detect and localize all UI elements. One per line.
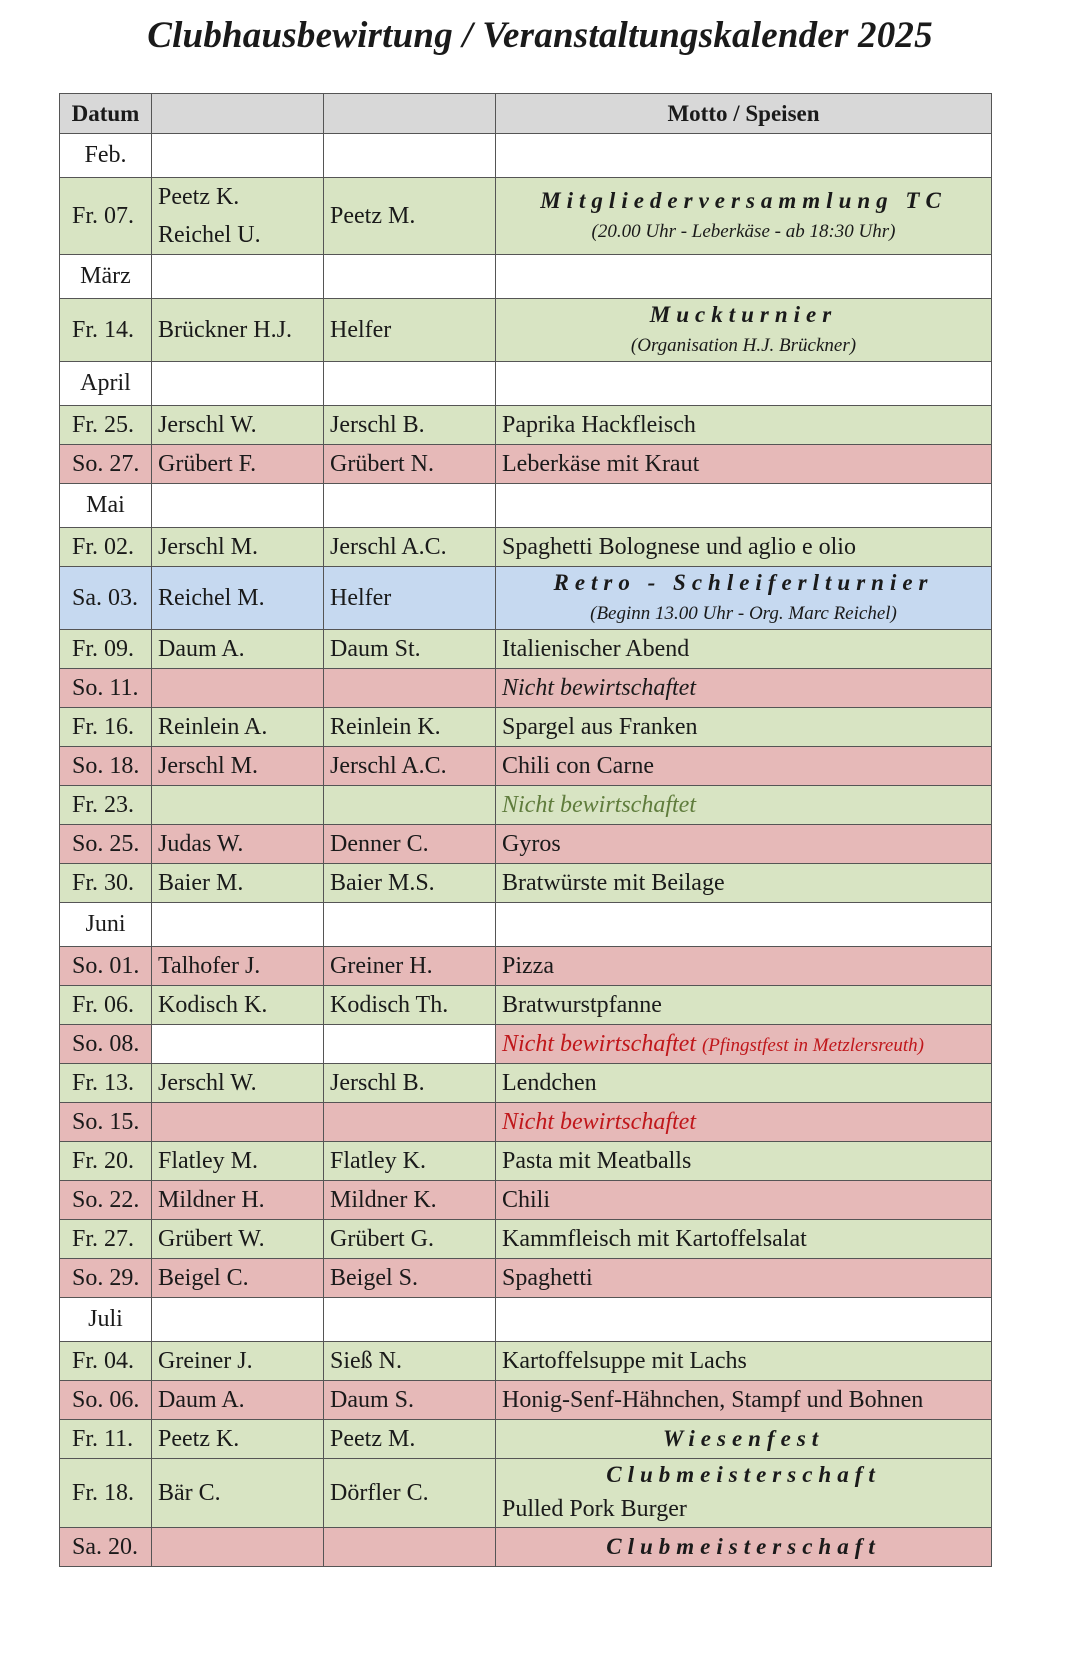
table-row [60, 178, 992, 255]
date-cell: Fr. 13. [60, 1064, 152, 1103]
motto-text: Spaghetti [502, 1264, 593, 1291]
empty-cell [496, 362, 992, 406]
event-title: Retro - Schleiferlturnier [553, 570, 934, 595]
host-1-cell: Kodisch K. [152, 986, 324, 1025]
table-row [60, 947, 992, 986]
bottom-fade [0, 1600, 1080, 1670]
host-2-cell: Greiner H. [324, 947, 496, 986]
motto-text: Nicht bewirtschaftet [502, 1108, 696, 1135]
host-1-cell: Brückner H.J. [152, 299, 324, 362]
date-cell: Fr. 02. [60, 528, 152, 567]
host-1-cell: Daum A. [152, 630, 324, 669]
motto-cell [496, 1220, 992, 1259]
motto-text: Chili con Carne [502, 752, 654, 779]
header-person-2 [324, 94, 496, 134]
table-row [60, 406, 992, 445]
empty-cell [152, 903, 324, 947]
month-row [60, 134, 992, 178]
motto-text: Honig-Senf-Hähnchen, Stampf und Bohnen [502, 1386, 924, 1413]
host-2-cell: Grübert N. [324, 445, 496, 484]
date-cell: So. 22. [60, 1181, 152, 1220]
date-cell: So. 06. [60, 1381, 152, 1420]
host-2-cell [324, 1528, 496, 1567]
host-1-cell: Reichel M. [152, 567, 324, 630]
empty-cell [152, 484, 324, 528]
motto-cell [496, 708, 992, 747]
host-1-cell: Mildner H. [152, 1181, 324, 1220]
host-2-cell: Helfer [324, 299, 496, 362]
motto-note: (Pfingstfest in Metzlersreuth) [701, 1034, 924, 1056]
date-cell: Fr. 20. [60, 1142, 152, 1181]
motto-text: Chili [502, 1186, 551, 1213]
host-2-cell: Jerschl A.C. [324, 528, 496, 567]
host-1-cell: Grübert W. [152, 1220, 324, 1259]
host-2-cell [324, 1025, 496, 1064]
host-2-cell: Jerschl A.C. [324, 747, 496, 786]
date-cell: So. 11. [60, 669, 152, 708]
table-row [60, 1259, 992, 1298]
host-2-cell [324, 786, 496, 825]
motto-text: Italienischer Abend [502, 635, 690, 662]
motto-cell [496, 528, 992, 567]
table-row [60, 1381, 992, 1420]
host-2-cell: Sieß N. [324, 1342, 496, 1381]
host-2-cell: Peetz M. [324, 1420, 496, 1459]
motto-cell [496, 947, 992, 986]
event-title: Wiesenfest [662, 1426, 825, 1451]
month-label: März [60, 255, 152, 299]
date-cell: Fr. 30. [60, 864, 152, 903]
table-row [60, 986, 992, 1025]
motto-text: Gyros [502, 830, 561, 857]
host-2-cell [324, 669, 496, 708]
host-1-cell: Jerschl M. [152, 747, 324, 786]
motto-text: Pizza [502, 952, 554, 979]
date-cell: Fr. 07. [60, 178, 152, 255]
host-1-name: Peetz K. [158, 184, 240, 210]
month-row [60, 1298, 992, 1342]
month-label: Feb. [60, 134, 152, 178]
event-subtitle: (Beginn 13.00 Uhr - Org. Marc Reichel) [590, 603, 897, 624]
motto-cell [496, 864, 992, 903]
motto-cell [496, 786, 992, 825]
motto-cell [496, 178, 992, 255]
motto-cell [496, 630, 992, 669]
event-subtitle: (Organisation H.J. Brückner) [630, 335, 857, 356]
host-1-cell: Grübert F. [152, 445, 324, 484]
host-1-cell: Jerschl W. [152, 406, 324, 445]
motto-text: Nicht bewirtschaftet [502, 674, 696, 701]
empty-cell [324, 134, 496, 178]
month-label: April [60, 362, 152, 406]
host-2-cell: Kodisch Th. [324, 986, 496, 1025]
table-row [60, 567, 992, 630]
header-motto: Motto / Speisen [496, 94, 992, 134]
table-row [60, 1528, 992, 1567]
motto-text: Kartoffelsuppe mit Lachs [502, 1347, 747, 1374]
table-row [60, 1420, 992, 1459]
month-label: Juli [60, 1298, 152, 1342]
date-cell: Sa. 20. [60, 1528, 152, 1567]
date-cell: Fr. 23. [60, 786, 152, 825]
host-1-cell: Jerschl W. [152, 1064, 324, 1103]
motto-cell [496, 1342, 992, 1381]
host-1-cell: Reinlein A. [152, 708, 324, 747]
host-2-cell: Reinlein K. [324, 708, 496, 747]
host-2-cell: Dörfler C. [324, 1459, 496, 1528]
motto-cell [496, 1381, 992, 1420]
empty-cell [324, 903, 496, 947]
empty-cell [152, 362, 324, 406]
host-1-cell [152, 1528, 324, 1567]
host-2-cell: Denner C. [324, 825, 496, 864]
host-2-cell [324, 1103, 496, 1142]
motto-cell [496, 986, 992, 1025]
host-1-cell: Judas W. [152, 825, 324, 864]
host-2-cell: Daum St. [324, 630, 496, 669]
host-2-cell: Jerschl B. [324, 406, 496, 445]
table-row [60, 1181, 992, 1220]
motto-cell [496, 825, 992, 864]
month-row [60, 255, 992, 299]
empty-cell [496, 903, 992, 947]
empty-cell [324, 484, 496, 528]
host-1-cell: Daum A. [152, 1381, 324, 1420]
motto-text: Paprika Hackfleisch [502, 411, 696, 438]
month-row [60, 484, 992, 528]
motto-cell [496, 1142, 992, 1181]
host-2-cell: Beigel S. [324, 1259, 496, 1298]
table-row [60, 1025, 992, 1064]
event-title: Muckturnier [649, 302, 838, 327]
date-cell: So. 01. [60, 947, 152, 986]
empty-cell [496, 1298, 992, 1342]
month-label: Mai [60, 484, 152, 528]
empty-cell [496, 134, 992, 178]
date-cell: Fr. 25. [60, 406, 152, 445]
month-row [60, 903, 992, 947]
motto-text: Kammfleisch mit Kartoffelsalat [502, 1225, 807, 1252]
table-row [60, 630, 992, 669]
date-cell: Fr. 16. [60, 708, 152, 747]
motto-text: Spaghetti Bolognese und aglio e olio [502, 533, 856, 560]
date-cell: So. 15. [60, 1103, 152, 1142]
date-cell: Fr. 11. [60, 1420, 152, 1459]
empty-cell [496, 255, 992, 299]
table-row [60, 786, 992, 825]
host-1-cell [152, 178, 324, 255]
host-2-cell: Peetz M. [324, 178, 496, 255]
table-row [60, 528, 992, 567]
table-row [60, 747, 992, 786]
table-row [60, 445, 992, 484]
motto-text: Bratwürste mit Beilage [502, 869, 725, 896]
month-row [60, 362, 992, 406]
date-cell: So. 18. [60, 747, 152, 786]
host-2-cell: Jerschl B. [324, 1064, 496, 1103]
table-row [60, 1342, 992, 1381]
host-1-cell [152, 669, 324, 708]
month-label: Juni [60, 903, 152, 947]
host-2-cell: Helfer [324, 567, 496, 630]
host-1-cell: Bär C. [152, 1459, 324, 1528]
table-row [60, 669, 992, 708]
host-1-cell: Jerschl M. [152, 528, 324, 567]
motto-cell [496, 1259, 992, 1298]
table-row [60, 1064, 992, 1103]
host-1-cell: Greiner J. [152, 1342, 324, 1381]
date-cell: Sa. 03. [60, 567, 152, 630]
table-row [60, 1459, 992, 1528]
table-row [60, 1103, 992, 1142]
motto-cell [496, 669, 992, 708]
host-1-cell [152, 1103, 324, 1142]
date-cell: So. 27. [60, 445, 152, 484]
host-2-cell: Daum S. [324, 1381, 496, 1420]
motto-text: Nicht bewirtschaftet [502, 791, 696, 818]
motto-text: Pasta mit Meatballs [502, 1147, 692, 1174]
event-title: Clubmeisterschaft [606, 1534, 881, 1559]
host-1-cell: Talhofer J. [152, 947, 324, 986]
date-cell: Fr. 06. [60, 986, 152, 1025]
motto-cell [496, 1528, 992, 1567]
host-1-cell: Flatley M. [152, 1142, 324, 1181]
empty-cell [324, 255, 496, 299]
empty-cell [324, 1298, 496, 1342]
date-cell: Fr. 09. [60, 630, 152, 669]
event-dish: Pulled Pork Burger [502, 1496, 687, 1522]
date-cell: So. 25. [60, 825, 152, 864]
motto-cell [496, 1181, 992, 1220]
motto-cell [496, 1420, 992, 1459]
motto-cell [496, 1064, 992, 1103]
motto-cell [496, 1103, 992, 1142]
motto-cell [496, 1025, 992, 1064]
host-2-cell: Grübert G. [324, 1220, 496, 1259]
motto-cell [496, 299, 992, 362]
motto-cell [496, 1459, 992, 1528]
date-cell: Fr. 14. [60, 299, 152, 362]
host-2-cell: Flatley K. [324, 1142, 496, 1181]
host-1-cell: Beigel C. [152, 1259, 324, 1298]
date-cell: So. 08. [60, 1025, 152, 1064]
event-subtitle: (20.00 Uhr - Leberkäse - ab 18:30 Uhr) [591, 221, 896, 242]
header-datum: Datum [60, 94, 152, 134]
empty-cell [152, 255, 324, 299]
table-row [60, 708, 992, 747]
host-1-cell: Baier M. [152, 864, 324, 903]
motto-cell [496, 567, 992, 630]
host-1b-name: Reichel U. [158, 222, 261, 248]
empty-cell [496, 484, 992, 528]
table-row [60, 1142, 992, 1181]
motto-text: Nicht bewirtschaftet [502, 1030, 696, 1057]
host-2-cell: Baier M.S. [324, 864, 496, 903]
motto-text: Bratwurstpfanne [502, 991, 662, 1018]
motto-text: Lendchen [502, 1069, 597, 1096]
motto-text: Leberkäse mit Kraut [502, 450, 700, 477]
empty-cell [152, 1298, 324, 1342]
table-header-row [60, 94, 992, 134]
table-row [60, 825, 992, 864]
event-calendar-table [59, 93, 992, 1567]
empty-cell [152, 134, 324, 178]
host-1-cell [152, 1025, 324, 1064]
date-cell: Fr. 27. [60, 1220, 152, 1259]
empty-cell [324, 362, 496, 406]
event-title: Clubmeisterschaft [606, 1462, 881, 1487]
header-person-1 [152, 94, 324, 134]
motto-cell [496, 747, 992, 786]
host-1-cell: Peetz K. [152, 1420, 324, 1459]
motto-text: Spargel aus Franken [502, 713, 698, 740]
host-1-cell [152, 786, 324, 825]
date-cell: Fr. 04. [60, 1342, 152, 1381]
table-row [60, 299, 992, 362]
motto-cell [496, 406, 992, 445]
event-title: Mitgliederversammlung TC [540, 188, 947, 213]
date-cell: So. 29. [60, 1259, 152, 1298]
motto-cell [496, 445, 992, 484]
page-title: Clubhausbewirtung / Veranstaltungskalender 2025 [147, 15, 933, 56]
table-row [60, 864, 992, 903]
table-row [60, 1220, 992, 1259]
host-2-cell: Mildner K. [324, 1181, 496, 1220]
date-cell: Fr. 18. [60, 1459, 152, 1528]
